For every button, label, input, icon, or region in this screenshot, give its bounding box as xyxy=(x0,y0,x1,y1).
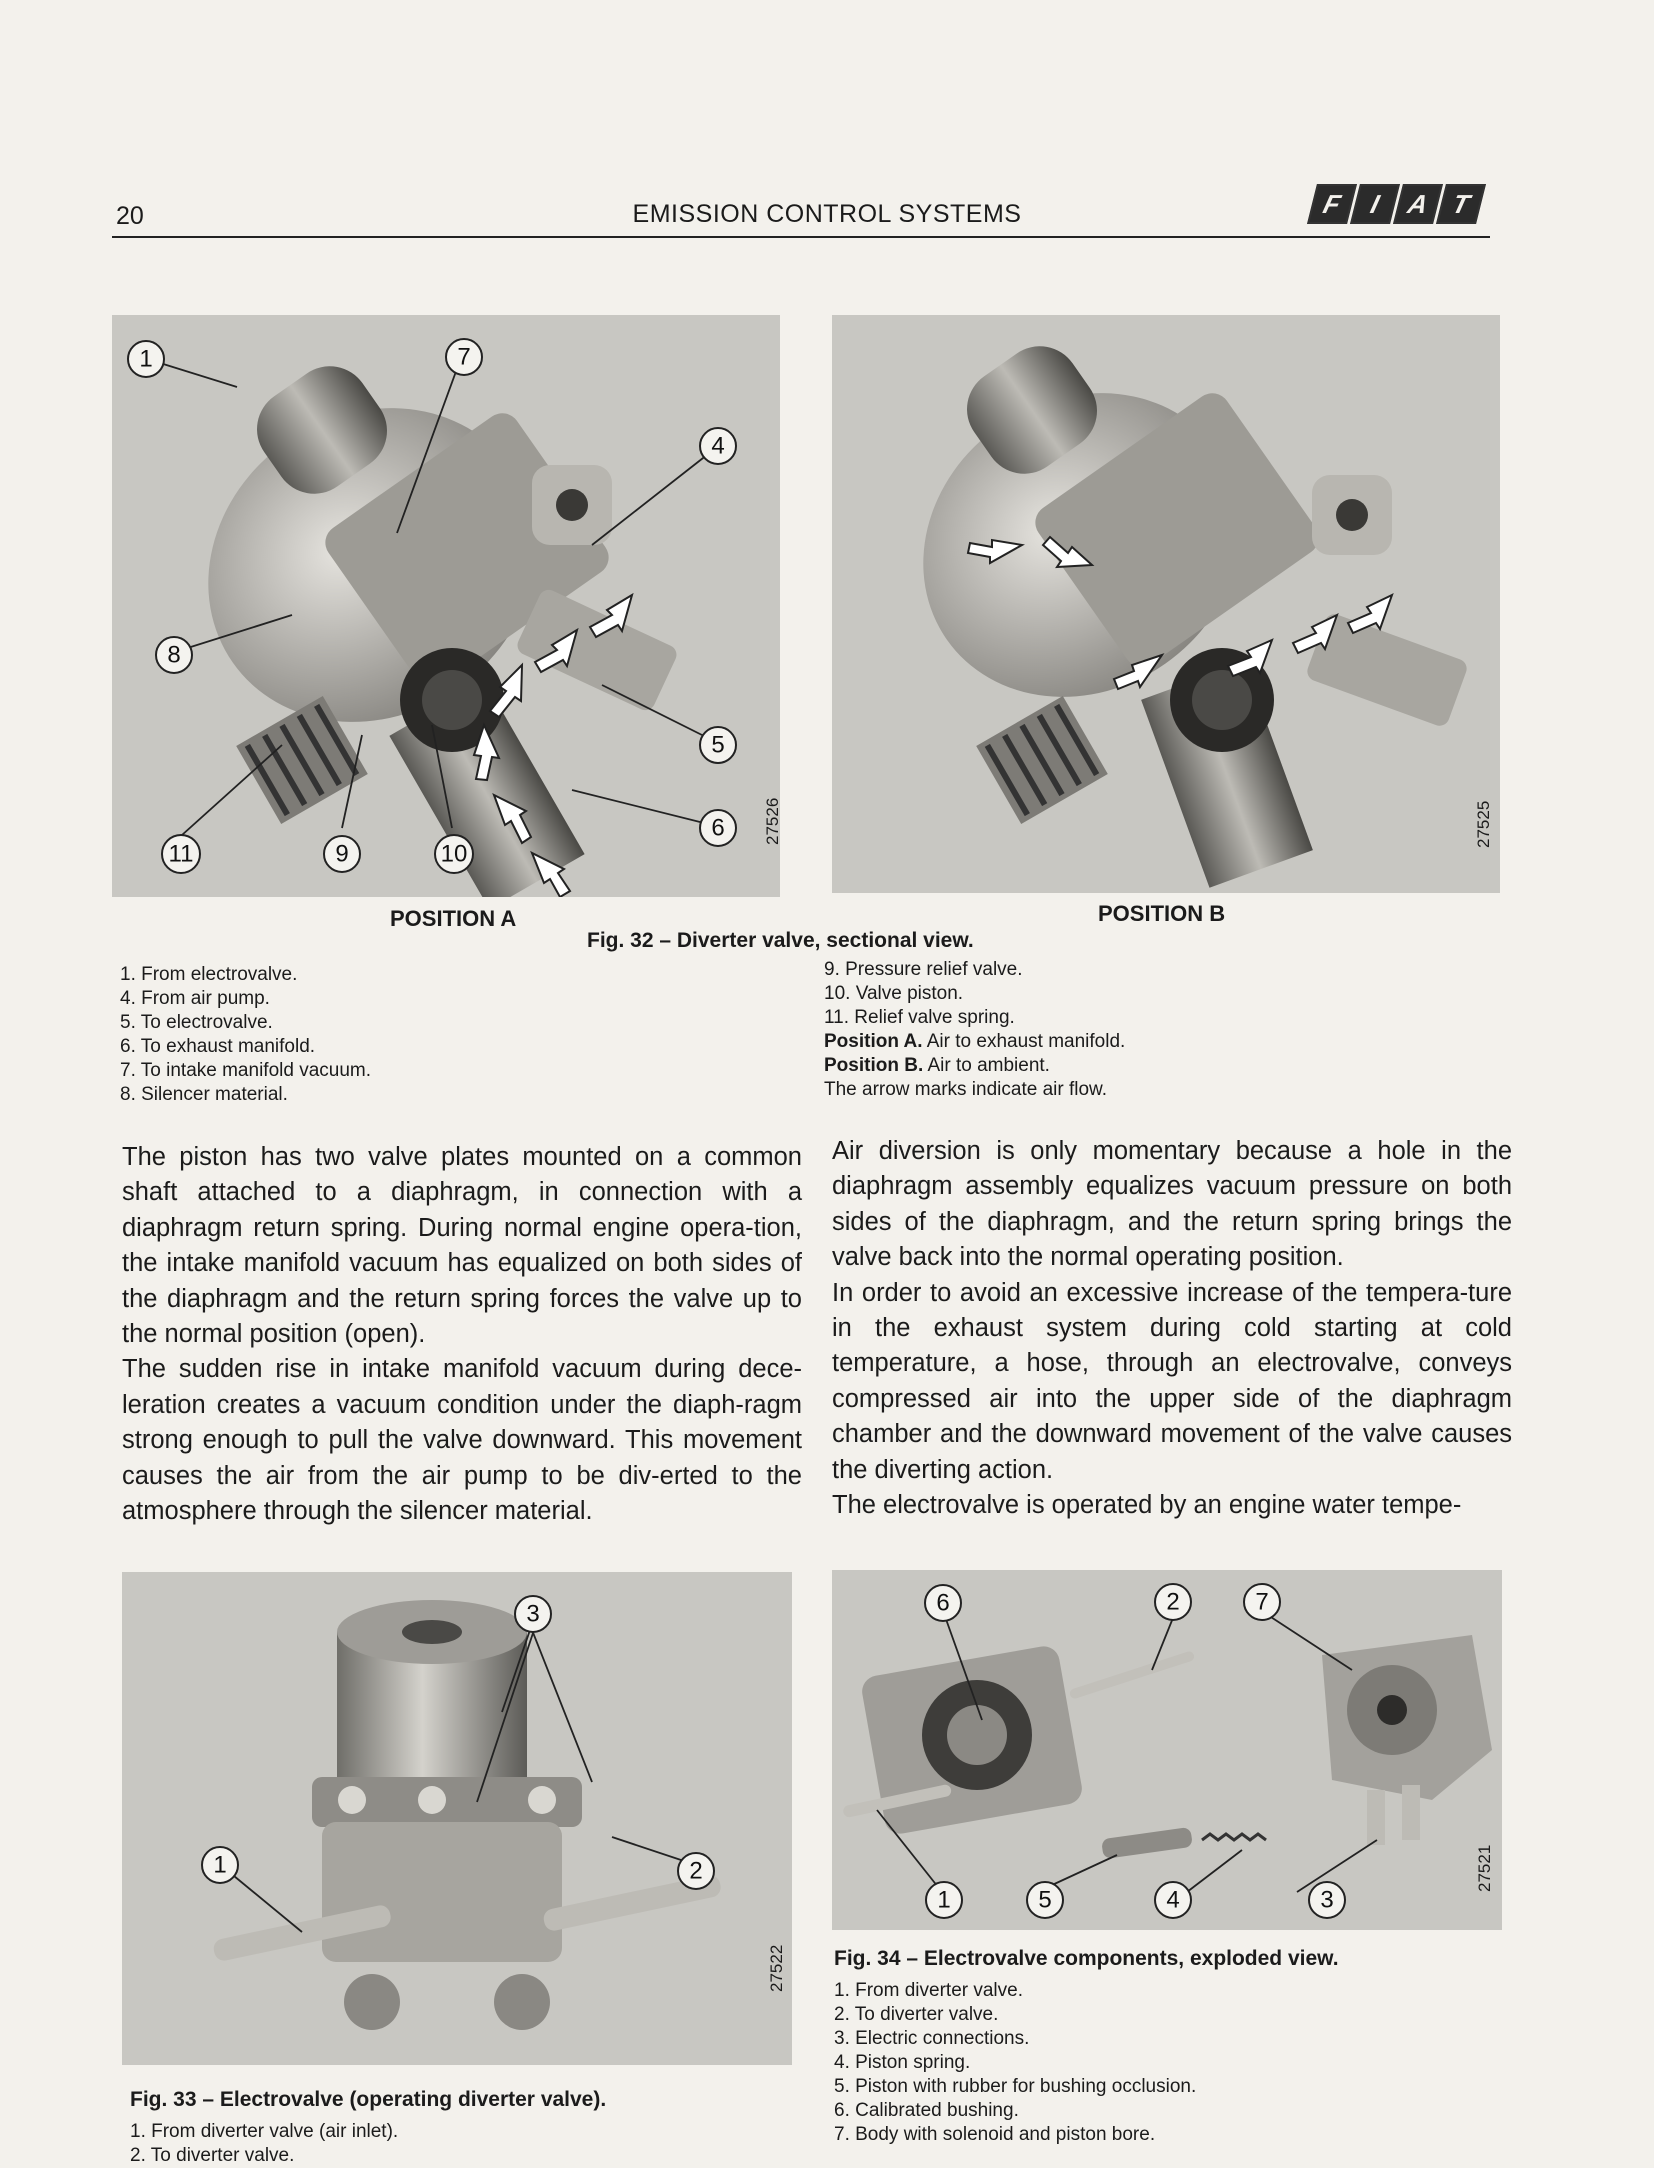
svg-text:2: 2 xyxy=(689,1857,703,1885)
legend-item: 1. From electrovalve. xyxy=(120,964,298,985)
fig32a-image-number: 27526 xyxy=(763,797,782,845)
paragraph: The piston has two valve plates mounted on a common shaft attached to a diaphragm, in connection with a diaphragm return spring. During normal engine opera-tion, the intake manifold vacuum has equalized on both sides of the diaphragm and the return spring forces the valve up to the normal position (open). xyxy=(122,1143,802,1349)
logo-letter: I xyxy=(1350,184,1400,224)
callout-4 xyxy=(700,428,736,464)
svg-text:2: 2 xyxy=(1166,1588,1180,1616)
fig34-image-number: 27521 xyxy=(1475,1844,1494,1892)
legend-item: 9. Pressure relief valve. xyxy=(824,959,1023,980)
legend-item: 1. From diverter valve. xyxy=(834,1980,1023,2001)
legend-item: 6. Calibrated bushing. xyxy=(834,2100,1019,2121)
fig33-caption: Fig. 33 – Electrovalve (operating diverter valve). xyxy=(130,2088,607,2111)
svg-text:1: 1 xyxy=(937,1886,951,1914)
callout-3 xyxy=(515,1596,551,1632)
fig32b-image-number: 27525 xyxy=(1474,800,1493,848)
callout-5 xyxy=(700,727,736,763)
legend-item: 8. Silencer material. xyxy=(120,1084,288,1105)
position-a-label: POSITION A xyxy=(390,906,517,931)
callout-8 xyxy=(156,637,192,673)
legend-item-arrow-note: The arrow marks indicate air flow. xyxy=(824,1079,1107,1100)
legend-item: 6. To exhaust manifold. xyxy=(120,1036,316,1057)
svg-text:4: 4 xyxy=(1166,1886,1180,1914)
fig32-legend-right xyxy=(824,958,1125,1102)
legend-item: 7. To intake manifold vacuum. xyxy=(120,1060,372,1081)
paragraph: Air diversion is only momentary because a hole in the diaphragm assembly equalizes vacuum pressure on both sides of the diaphragm, and the return spring brings the valve back into the normal operating position. xyxy=(832,1137,1512,1272)
svg-text:8: 8 xyxy=(167,641,181,669)
legend-item: 3. Electric connections. xyxy=(834,2028,1030,2049)
electrovalve-drawing xyxy=(212,1600,723,2030)
svg-text:3: 3 xyxy=(526,1600,540,1628)
logo-letter: T xyxy=(1436,184,1486,224)
paragraph: In order to avoid an excessive increase of the tempera-ture in the exhaust system during cold starting at cold temperature, a hose, through an electrovalve, conveys compressed air into the upper side of the diaphragm chamber and the downward movement of the valve causes the diverting action. xyxy=(832,1278,1512,1484)
valve-body-drawing xyxy=(147,345,680,897)
page-number: 20 xyxy=(116,202,144,230)
callout-1 xyxy=(128,341,164,377)
legend-item: 2. To diverter valve. xyxy=(130,2145,295,2166)
position-b-label: POSITION B xyxy=(1098,901,1226,926)
callout-5 xyxy=(1027,1882,1063,1918)
legend-item: 2. To diverter valve. xyxy=(834,2004,999,2025)
svg-text:10: 10 xyxy=(440,840,468,868)
logo-letter: A xyxy=(1393,184,1443,224)
fig32-legend-left xyxy=(120,963,371,1107)
svg-text:6: 6 xyxy=(936,1589,950,1617)
fig32-caption: Fig. 32 – Diverter valve, sectional view. xyxy=(587,929,974,952)
svg-text:11: 11 xyxy=(168,840,194,868)
legend-item: 10. Valve piston. xyxy=(824,983,964,1004)
callout-9 xyxy=(324,836,360,872)
svg-text:7: 7 xyxy=(1255,1588,1269,1616)
fig33-legend xyxy=(130,2120,398,2168)
legend-item: 5. To electrovalve. xyxy=(120,1012,273,1033)
callout-10 xyxy=(435,835,473,873)
svg-text:7: 7 xyxy=(457,343,471,371)
legend-item-position-b: Position B. Air to ambient. xyxy=(824,1055,1050,1076)
callout-7 xyxy=(446,339,482,375)
exploded-components-drawing xyxy=(842,1635,1492,1859)
svg-text:3: 3 xyxy=(1320,1886,1334,1914)
legend-item: 4. Piston spring. xyxy=(834,2052,971,2073)
legend-item: 4. From air pump. xyxy=(120,988,270,1009)
callout-2 xyxy=(678,1853,714,1889)
fig32-position-a-photo xyxy=(112,315,780,897)
svg-text:9: 9 xyxy=(335,840,349,868)
svg-text:1: 1 xyxy=(139,345,153,373)
body-left-column xyxy=(122,1140,802,1529)
legend-item: 5. Piston with rubber for bushing occlusion. xyxy=(834,2076,1197,2097)
callout-4 xyxy=(1155,1882,1191,1918)
fig32-position-b-photo xyxy=(832,315,1500,893)
callout-6 xyxy=(925,1585,961,1621)
paragraph: The sudden rise in intake manifold vacuum during dece-leration creates a vacuum condition under the diaph-ragm strong enough to pull the valve downward. This movement causes the air from the air pump to be div-erted to the atmosphere through the silencer material. xyxy=(122,1355,802,1526)
callout-3 xyxy=(1309,1882,1345,1918)
svg-text:5: 5 xyxy=(1038,1886,1052,1914)
callout-11 xyxy=(162,835,200,873)
fig33-photo xyxy=(122,1572,792,2065)
legend-item: 7. Body with solenoid and piston bore. xyxy=(834,2124,1156,2145)
valve-body-drawing xyxy=(864,331,1470,888)
svg-text:4: 4 xyxy=(711,432,725,460)
logo-letter: F xyxy=(1307,184,1357,224)
fiat-logo xyxy=(1307,184,1486,224)
fig33-image-number: 27522 xyxy=(767,1944,786,1992)
svg-text:6: 6 xyxy=(711,814,725,842)
body-right-column xyxy=(832,1134,1512,1523)
svg-text:5: 5 xyxy=(711,731,725,759)
callout-2 xyxy=(1155,1584,1191,1620)
legend-item-position-a: Position A. Air to exhaust manifold. xyxy=(824,1031,1126,1052)
callout-7 xyxy=(1244,1584,1280,1620)
fig34-caption: Fig. 34 – Electrovalve components, exploded view. xyxy=(834,1947,1339,1970)
legend-item: 11. Relief valve spring. xyxy=(824,1007,1015,1028)
callout-1 xyxy=(202,1847,238,1883)
paragraph: The electrovalve is operated by an engine water tempe- xyxy=(832,1491,1462,1520)
fig34-legend xyxy=(834,1979,1196,2147)
header-rule xyxy=(112,236,1490,238)
legend-item: 1. From diverter valve (air inlet). xyxy=(130,2121,399,2142)
svg-text:1: 1 xyxy=(213,1851,227,1879)
callout-1 xyxy=(926,1882,962,1918)
section-title: EMISSION CONTROL SYSTEMS xyxy=(632,200,1022,228)
fig34-photo xyxy=(832,1570,1502,1930)
callout-6 xyxy=(700,810,736,846)
